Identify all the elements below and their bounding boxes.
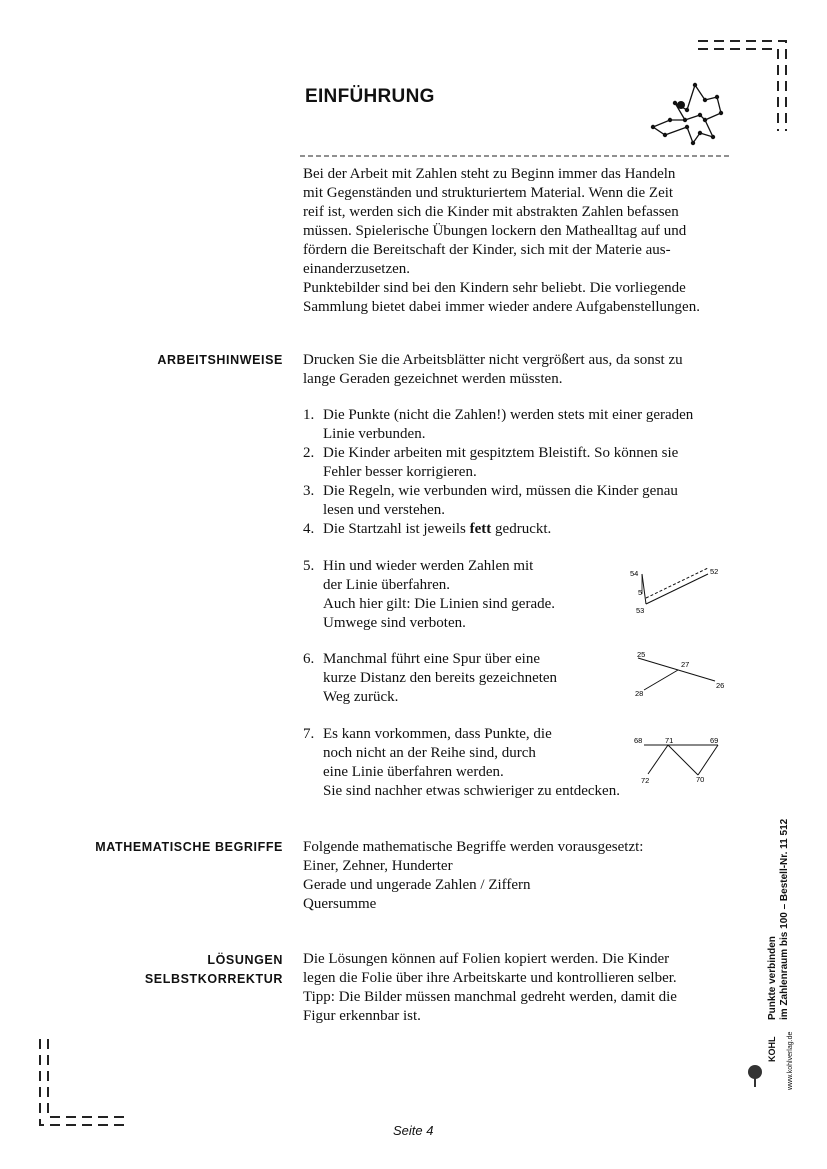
diagram-label: 53 xyxy=(636,606,645,615)
diagram-label: 26 xyxy=(716,681,725,690)
publisher-sidebar xyxy=(745,820,795,1090)
diagram-label: 71 xyxy=(665,736,674,745)
rule-item: 1. Die Punkte (nicht die Zahlen!) werden stets mit einer geraden Linie verbunden. xyxy=(303,407,694,442)
dashed-separator xyxy=(300,153,732,159)
publisher-url: www.kohlverlag.de xyxy=(787,1031,794,1090)
sidebar-subtitle: im Zahlenraum bis 100 – Bestell-Nr. 11 512 xyxy=(779,818,790,1020)
example-diagram-overrun xyxy=(620,562,730,620)
loesungen-text: Die Lösungen können auf Folien kopiert werden. Die Kinder legen die Folie über ihre Arbeitskarte und kontrollieren selber. Tipp: Die Bilder müssen manchmal gedreht werden, damit die Figur erkennbar ist. xyxy=(303,951,677,1024)
rule-item: 4. Die Startzahl ist jeweils fett gedruckt. xyxy=(303,521,552,537)
diagram-label: 52 xyxy=(710,567,719,576)
rule-item-6: 6. Manchmal führt eine Spur über eine kurze Distanz den bereits gezeichneten Weg zurück. xyxy=(303,651,558,705)
example-diagram-hidden-points xyxy=(630,732,730,788)
rule-item-5: 5. Hin und wieder werden Zahlen mit der Linie überfahren. Auch hier gilt: Die Linien sind gerade. Umwege sind verboten. xyxy=(303,558,556,631)
rule-item: 3. Die Regeln, wie verbunden wird, müssen die Kinder genau lesen und verstehen. xyxy=(303,483,678,518)
diagram-label: 28 xyxy=(635,689,644,698)
page-number: Seite 4 xyxy=(393,1123,434,1138)
section-label-loesungen: LÖSUNGEN SELBSTKORREKTUR xyxy=(144,953,283,986)
rules-list-1-4 xyxy=(303,406,743,539)
section-label-arbeitshinweise: ARBEITSHINWEISE xyxy=(157,353,283,367)
section-label-begriffe: MATHEMATISCHE BEGRIFFE xyxy=(95,840,283,854)
diagram-label: 70 xyxy=(696,775,705,784)
diagram-label: 54 xyxy=(630,569,639,578)
intro-text: Bei der Arbeit mit Zahlen steht zu Beginn immer das Handeln mit Gegenständen und strukturiertem Material. Wenn die Zeit reif ist, werden sich die Kinder mit abstrakten Zahlen befassen müssen. Spielerische Übungen lockern den Mathealltag auf und fördern die Bereitschaft der Kinder, sich mit der Materie aus- einanderzusetzen. Punktebilder sind bei den Kindern sehr beliebt. Die vorliegende Sammlung bietet dabei immer wieder andere Aufgabenstellungen. xyxy=(303,166,700,315)
publisher-logo: KOHL xyxy=(767,1036,777,1062)
example-diagram-backtrack xyxy=(630,648,730,700)
arbeitshinweise-text: Drucken Sie die Arbeitsblätter nicht vergrößert aus, da sonst zu lange Geraden gezeichnet werden müssten. xyxy=(303,352,683,387)
rule-item-7: 7. Es kann vorkommen, dass Punkte, die noch nicht an der Reihe sind, durch eine Linie überfahren werden. Sie sind nachher etwas schwieriger zu entdecken. xyxy=(303,726,620,799)
begriffe-text: Folgende mathematische Begriffe werden vorausgesetzt: Einer, Zehner, Hunderter Gerade und ungerade Zahlen / Ziffern Quersumme xyxy=(303,839,644,912)
page-title: EINFÜHRUNG xyxy=(305,86,435,107)
diagram-label: 69 xyxy=(710,736,719,745)
diagram-label: 68 xyxy=(634,736,643,745)
diagram-label: 72 xyxy=(641,776,650,785)
dot-figure-illustration xyxy=(645,75,740,150)
corner-decoration-bottom-left xyxy=(30,1035,140,1135)
sidebar-title: Punkte verbinden xyxy=(767,936,778,1020)
tree-logo-icon xyxy=(745,1060,765,1090)
diagram-label: 5 xyxy=(638,588,643,597)
rule-item: 2. Die Kinder arbeiten mit gespitztem Bleistift. So können sie Fehler besser korrigieren. xyxy=(303,445,679,480)
diagram-label: 25 xyxy=(637,650,646,659)
diagram-label: 27 xyxy=(681,660,690,669)
